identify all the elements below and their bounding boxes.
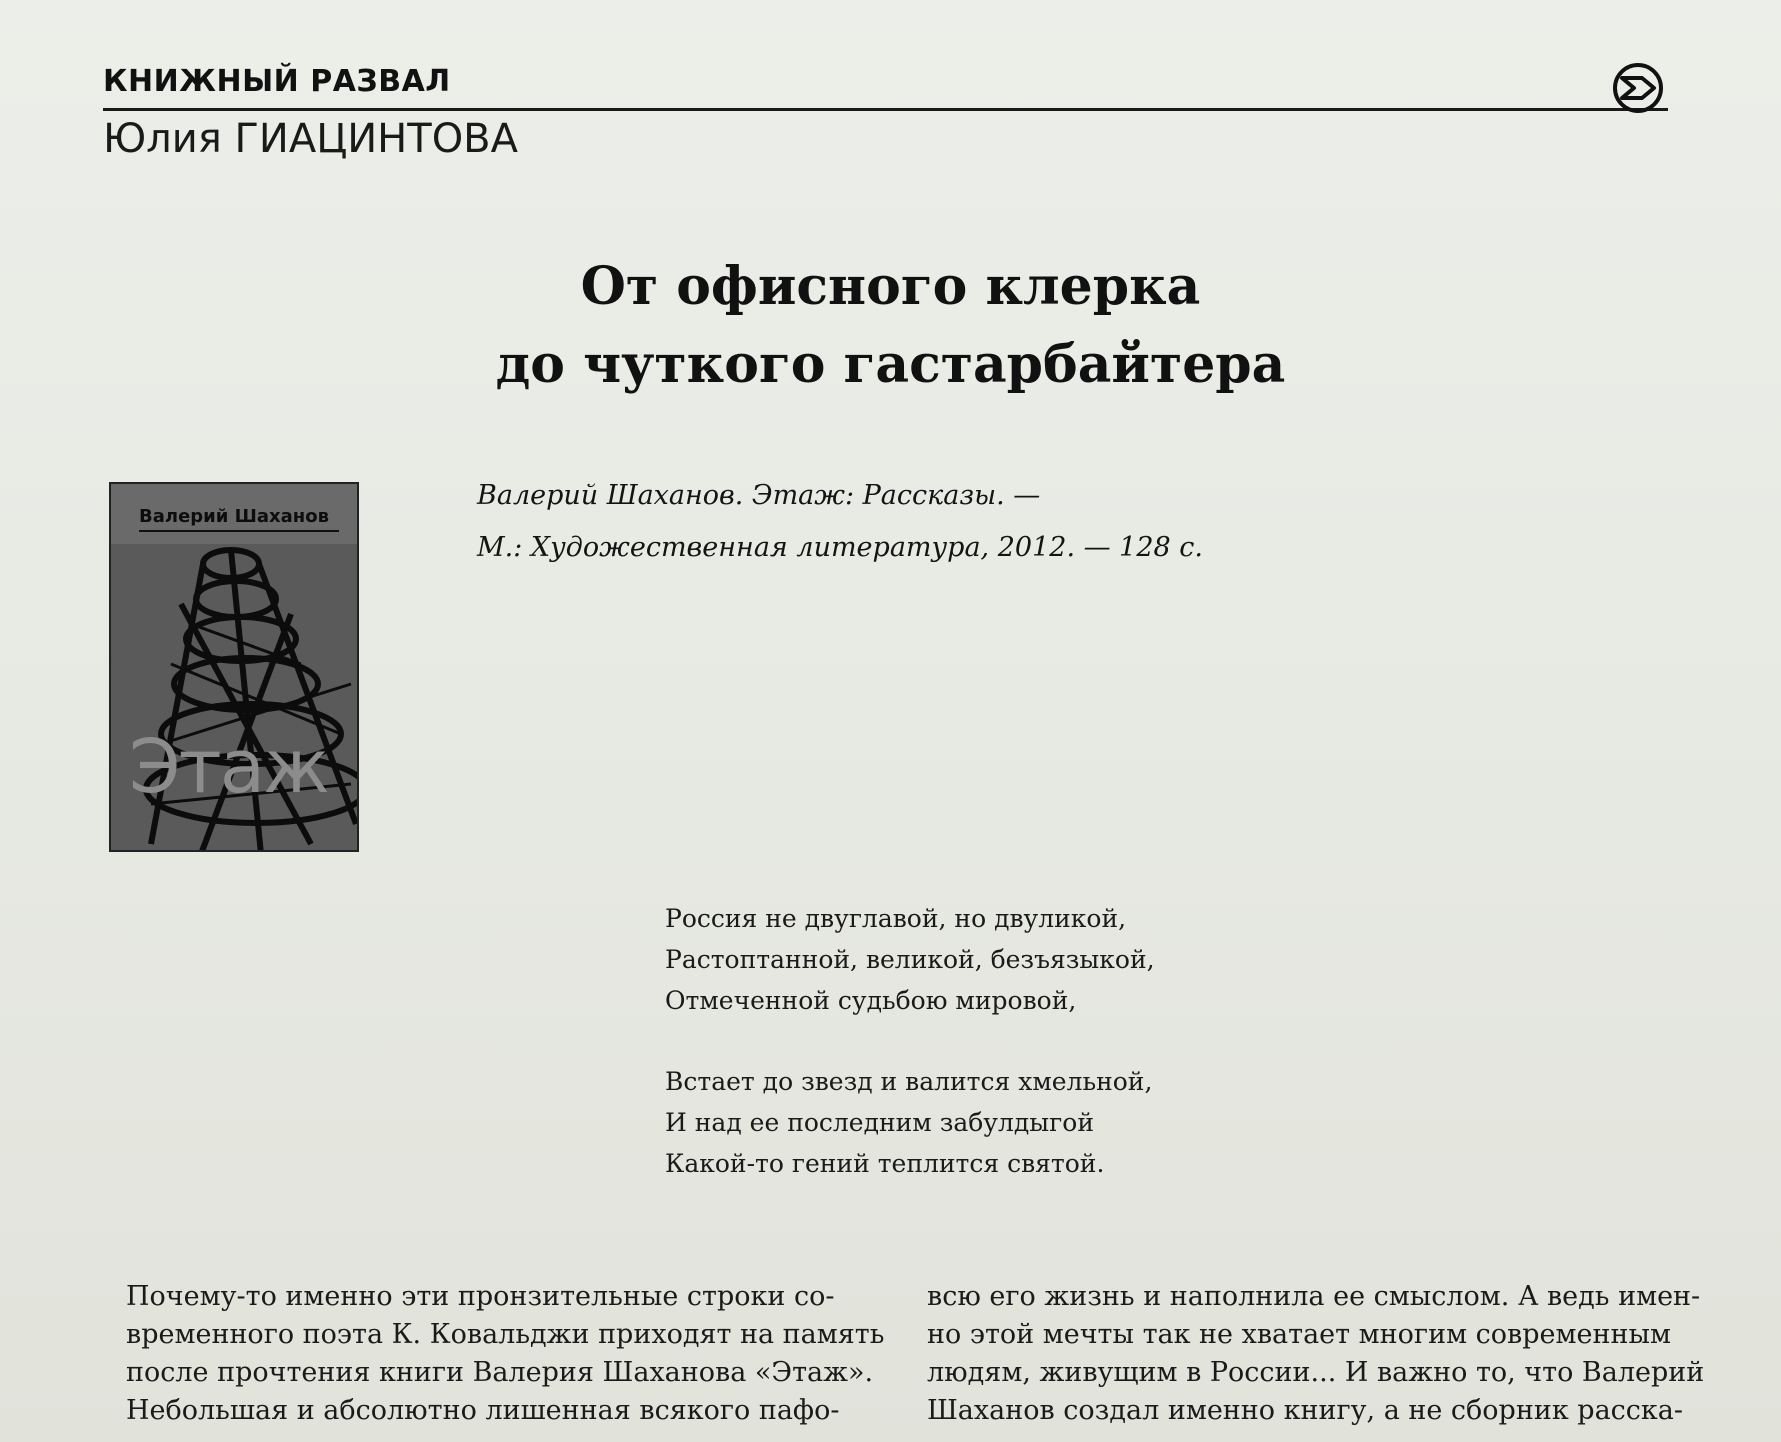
title-line-2: до чуткого гастарбайтера <box>495 334 1286 395</box>
cover-title: Этаж <box>129 724 328 810</box>
title-line-1: От офисного клерка <box>580 256 1201 317</box>
body-column-right <box>927 1278 1705 1430</box>
body-line: Почему-то именно эти пронзительные строки со- <box>126 1281 835 1312</box>
poem-line: Отмеченной судьбою мировой, <box>665 986 1077 1015</box>
poem-line: Встает до звезд и валится хмельной, <box>665 1067 1153 1096</box>
epigraph-stanza-1 <box>665 898 1155 1021</box>
poem-line: Какой-то гений теплится святой. <box>665 1149 1105 1178</box>
body-column-left <box>126 1278 885 1430</box>
epigraph-poem <box>665 898 1155 1224</box>
body-line: после прочтения книги Валерия Шаханова «Этаж». <box>126 1357 874 1388</box>
article-title <box>0 248 1781 404</box>
author-name: Юлия ГИАЦИНТОВА <box>103 116 518 162</box>
bibliographic-reference <box>477 470 1203 574</box>
body-line: всю его жизнь и наполнила ее смыслом. А ведь имен- <box>927 1281 1701 1312</box>
biblio-line-2: М.: Художественная литература, 2012. — 128 с. <box>477 532 1204 563</box>
body-line: Шаханов создал именно книгу, а не сборник расска- <box>927 1395 1684 1426</box>
body-line: но этой мечты так не хватает многим современным <box>927 1319 1671 1350</box>
poem-line: Растоптанной, великой, безъязыкой, <box>665 945 1155 974</box>
book-cover <box>109 482 359 852</box>
poem-line: Россия не двуглавой, но двуликой, <box>665 904 1127 933</box>
circle-arrow-logo-icon <box>1612 62 1664 114</box>
body-line: людям, живущим в России... И важно то, что Валерий <box>927 1357 1705 1388</box>
biblio-line-1: Валерий Шаханов. Этаж: Рассказы. — <box>477 480 1041 511</box>
header-rule <box>103 108 1668 111</box>
section-rubric: КНИЖНЫЙ РАЗВАЛ <box>103 64 451 99</box>
cover-author: Валерий Шаханов <box>139 506 329 527</box>
body-line: временного поэта К. Ковальджи приходят на память <box>126 1319 885 1350</box>
poem-line: И над ее последним забулдыгой <box>665 1108 1094 1137</box>
epigraph-stanza-2 <box>665 1061 1155 1184</box>
body-line: Небольшая и абсолютно лишенная всякого пафо- <box>126 1395 840 1426</box>
cover-rule <box>139 530 339 532</box>
